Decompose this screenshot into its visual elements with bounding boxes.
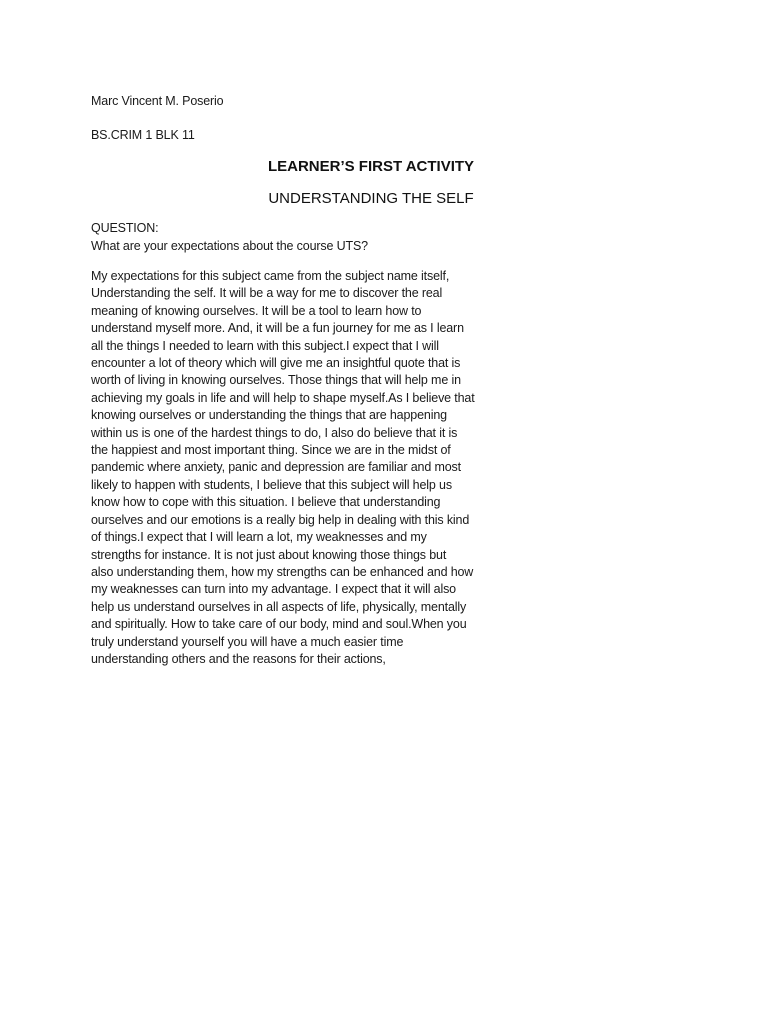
answer-line: strengths for instance. It is not just about knowing those things but (91, 547, 447, 562)
answer-line: knowing ourselves or understanding the things that are happening (91, 408, 447, 423)
question-label: QUESTION: (91, 221, 159, 235)
answer-line: truly understand yourself you will have a much easier time (91, 634, 404, 649)
answer-line: meaning of knowing ourselves. It will be a tool to learn how to (91, 303, 422, 318)
answer-line: My expectations for this subject came from the subject name itself, (91, 269, 450, 283)
answer-line: encounter a lot of theory which will give me an insightful quote that is (91, 356, 461, 371)
answer-line: and spiritually. How to take care of our body, mind and soul.When you (91, 617, 467, 632)
answer-line: my weaknesses can turn into my advantage. I expect that it will also (91, 582, 456, 597)
answer-line: of things.I expect that I will learn a lot, my weaknesses and my (91, 530, 427, 545)
answer-line: all the things I needed to learn with this subject.I expect that I will (91, 338, 439, 353)
answer-line: understanding others and the reasons for their actions, (91, 651, 386, 666)
answer-line: likely to happen with students, I believe that this subject will help us (91, 477, 452, 492)
activity-subtitle: UNDERSTANDING THE SELF (268, 190, 474, 207)
course-section: BS.CRIM 1 BLK 11 (91, 128, 195, 142)
answer-line: help us understand ourselves in all aspects of life, physically, mentally (91, 599, 467, 614)
answer-line: Understanding the self. It will be a way for me to discover the real (91, 286, 443, 301)
answer-line: understand myself more. And, it will be a fun journey for me as I learn (91, 321, 464, 336)
answer-line: achieving my goals in life and will help to shape myself.As I believe that (91, 390, 475, 405)
answer-line: the happiest and most important thing. Since we are in the midst of (91, 443, 451, 458)
activity-title: LEARNER’S FIRST ACTIVITY (267, 158, 475, 175)
question-text: What are your expectations about the course UTS? (91, 239, 368, 253)
answer-line: within us is one of the hardest things to do, I also do believe that it is (91, 425, 458, 440)
answer-line: also understanding them, how my strengths can be enhanced and how (91, 564, 474, 579)
answer-line: worth of living in knowing ourselves. Those things that will help me in (91, 373, 461, 388)
answer-paragraph (91, 268, 501, 668)
author-name: Marc Vincent M. Poserio (91, 94, 224, 108)
answer-line: know how to cope with this situation. I believe that understanding (91, 495, 441, 510)
answer-line: ourselves and our emotions is a really big help in dealing with this kind (91, 512, 470, 527)
answer-line: pandemic where anxiety, panic and depression are familiar and most (91, 460, 461, 475)
